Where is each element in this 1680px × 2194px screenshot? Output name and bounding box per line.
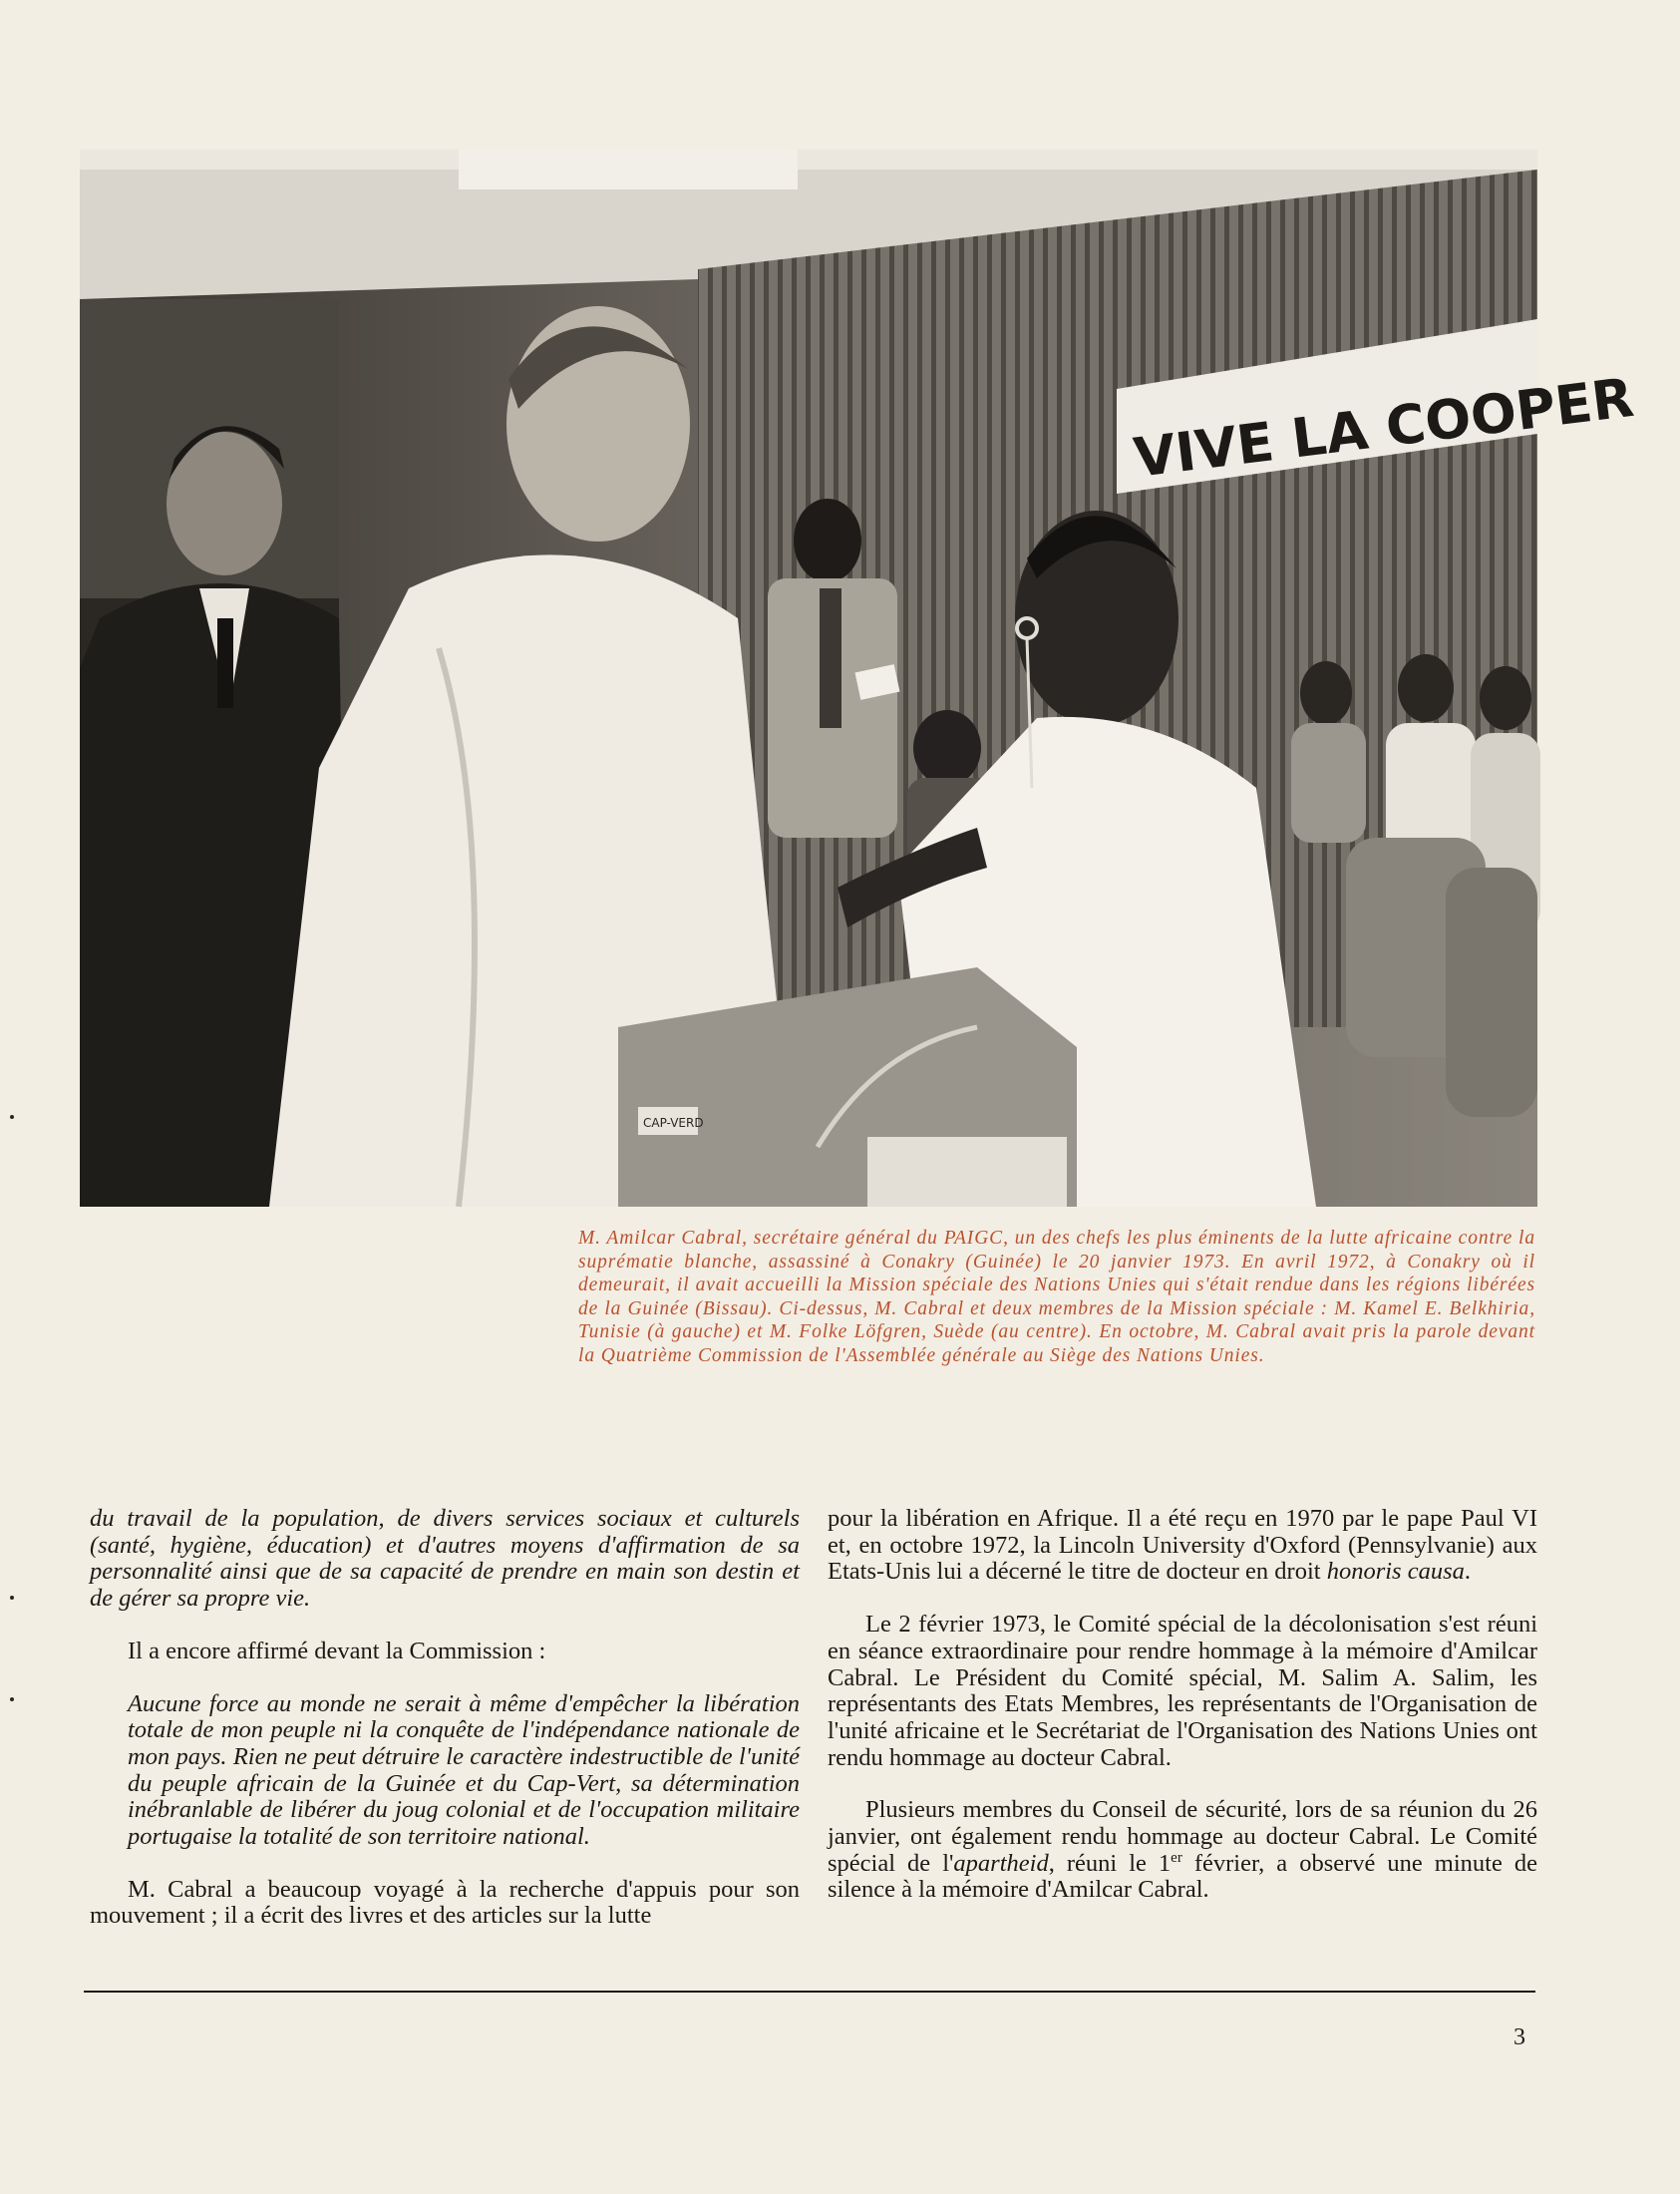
paragraph (828, 1797, 1537, 1904)
text-run: février, a observé une minute de silence à la mémoire d'Amilcar Cabral. (828, 1849, 1537, 1904)
text-run: Plusieurs membres du Conseil de sécurité, lors de sa réunion du 26 janvier, ont également rendu hommage au docteur Cabral. Le Comité spécial de l' (828, 1796, 1537, 1877)
text-run: pour la libération en Afrique. Il a été reçu en 1970 par le pape Paul VI et, en octobre 1972, la Lincoln University d'Oxford (Pennsylvanie) aux Etats-Unis lui a décerné le titre de docteur en droit (828, 1505, 1537, 1586)
text-run: . (1464, 1558, 1471, 1586)
margin-dot (10, 1596, 14, 1600)
continuation-paragraph (828, 1506, 1537, 1586)
superscript: er (1171, 1849, 1182, 1866)
left-column (90, 1506, 800, 1930)
italic-term: honoris causa (1326, 1558, 1465, 1586)
paragraph: M. Cabral a beaucoup voyagé à la recherche d'appuis pour son mouvement ; il a écrit des livres et des articles sur la lutte (90, 1875, 800, 1930)
italic-term: apartheid (953, 1849, 1049, 1877)
photo-illustration (80, 150, 1637, 1207)
continuation-paragraph: du travail de la population, de divers services sociaux et culturels (santé, hygiène, éducation) et d'autres moyens d'affirmation de sa personnalité ainsi que de sa capacité de prendre en main son destin et de gérer sa propre vie. (90, 1505, 800, 1613)
margin-dot (10, 1115, 14, 1119)
photo-caption: M. Amilcar Cabral, secrétaire général du PAIGC, un des chefs les plus éminents de la lutte africaine contre la suprématie blanche, assassiné à Conakry (Guinée) le 20 janvier 1973. En avril 1972, à Conakry où il demeurait, il avait accueilli la Mission spéciale des Nations Unies qui s'était rendue dans les régions libérées de la Guinée (Bissau). Ci-dessus, M. Cabral et deux membres de la Mission spéciale : M. Kamel E. Belkhiria, Tunisie (à gauche) et M. Folke Löfgren, Suède (au centre). En octobre, M. Cabral avait pris la parole devant la Quatrième Commission de l'Assemblée générale au Siège des Nations Unies. (578, 1228, 1535, 1366)
right-column (828, 1506, 1537, 1904)
text-run: , réuni le 1 (1048, 1849, 1172, 1877)
block-quote: Aucune force au monde ne serait à même d'empêcher la libération totale de mon peuple ni la conquête de l'indépendance nationale de mon pays. Rien ne peut détruire le caractère indestructible de l'unité du peuple africain de la Guinée et du Cap-Vert, sa détermination inébranlable de libérer du joug colonial et de l'occupation militaire portugaise la totalité de son territoire national. (128, 1689, 800, 1851)
banner-text: VIVE LA COOPER (1130, 365, 1637, 490)
paragraph: Il a encore affirmé devant la Commission : (128, 1637, 546, 1664)
margin-dot (10, 1697, 14, 1701)
photograph (80, 150, 1637, 1207)
horizontal-rule (84, 1991, 1535, 1993)
desk-sign-text: CAP-VERD (643, 1116, 704, 1130)
paragraph: Le 2 février 1973, le Comité spécial de la décolonisation s'est réuni en séance extraordinaire pour rendre hommage à la mémoire d'Amilcar Cabral. Le Président du Comité spécial, M. Salim A. Salim, les représentants des Etats Membres, les représentants de l'Organisation de l'unité africaine et le Secrétariat de l'Organisation des Nations Unies ont rendu hommage au docteur Cabral. (828, 1611, 1537, 1771)
page-number: 3 (1513, 2024, 1525, 2050)
